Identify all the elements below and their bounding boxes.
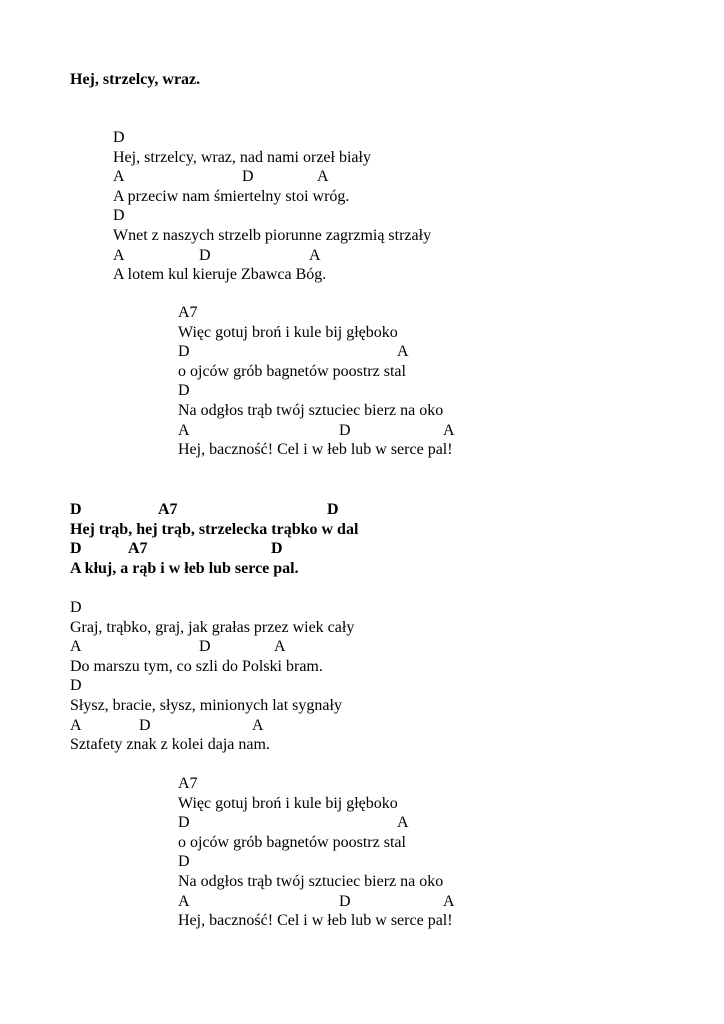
lyric-line: A przeciw nam śmiertelny stoi wróg. <box>113 187 350 205</box>
lyric-line: A lotem kul kieruje Zbawca Bóg. <box>113 266 327 284</box>
chord: A <box>178 892 190 910</box>
lyric-line: A kłuj, a rąb i w łeb lub serce pal. <box>70 559 299 577</box>
chord: D <box>178 814 190 832</box>
chord: A <box>113 168 125 186</box>
chord-line <box>70 598 354 618</box>
chord: D <box>327 501 339 518</box>
chord: A <box>178 421 190 439</box>
verse-2 <box>70 598 354 755</box>
chord-line <box>178 303 453 323</box>
lyric-line: Graj, trąbko, graj, jak grałas przez wiek cały <box>70 618 355 636</box>
lyric-line: Więc gotuj broń i kule bij głęboko <box>178 794 398 812</box>
lyric-line: Sztafety znak z kolei daja nam. <box>70 736 270 754</box>
chord: A <box>309 246 321 264</box>
chord-line <box>113 128 431 148</box>
chord: A <box>397 814 409 832</box>
chord: D <box>242 168 254 186</box>
chord-line <box>178 421 453 441</box>
lyric-line: Hej, strzelcy, wraz, nad nami orzeł biały <box>113 148 371 166</box>
chord: D <box>113 207 125 225</box>
chord-line <box>70 716 354 736</box>
chord: D <box>199 246 211 264</box>
chord: A <box>443 892 455 910</box>
chord: D <box>339 892 351 910</box>
chord-line <box>113 206 431 226</box>
chord-line <box>178 892 453 912</box>
chord: D <box>178 853 190 871</box>
lyric-line: Do marszu tym, co szli do Polski bram. <box>70 657 323 675</box>
lyric-line: o ojców grób bagnetów poostrz stal <box>178 362 406 380</box>
chord-line <box>70 676 354 696</box>
chord: D <box>70 501 82 518</box>
refrain-2 <box>178 774 453 931</box>
chord: A <box>317 168 329 186</box>
chord: A7 <box>128 540 148 558</box>
chord: A <box>70 716 82 734</box>
lyric-line: Słysz, bracie, słysz, minionych lat sygnały <box>70 696 342 714</box>
chord: D <box>113 129 125 146</box>
chord: A7 <box>178 304 198 321</box>
lyric-line: Więc gotuj broń i kule bij głęboko <box>178 323 398 341</box>
chord: D <box>139 716 151 734</box>
chord-line <box>70 637 354 657</box>
chord: D <box>70 677 82 695</box>
song-title: Hej, strzelcy, wraz. <box>70 71 201 88</box>
chord: D <box>178 382 190 400</box>
chord: A <box>113 246 125 264</box>
chord: D <box>70 599 82 616</box>
chord: A <box>274 638 286 656</box>
chord: D <box>271 540 283 558</box>
chord: A <box>397 343 409 361</box>
chord-line <box>178 774 453 794</box>
lyric-line: Na odgłos trąb twój sztuciec bierz na oko <box>178 401 444 419</box>
chord: D <box>178 343 190 361</box>
chord: A <box>443 421 455 439</box>
refrain-1 <box>178 303 453 460</box>
chord-line <box>178 852 453 872</box>
lyric-line: Na odgłos trąb twój sztuciec bierz na oko <box>178 872 444 890</box>
chord: A <box>70 638 82 656</box>
lyric-line: Hej trąb, hej trąb, strzelecka trąbko w dal <box>70 520 359 538</box>
chord: A7 <box>178 775 198 792</box>
lyric-line: Hej, baczność! Cel i w łeb lub w serce pal! <box>178 912 453 930</box>
chorus <box>70 500 358 578</box>
lyric-line: Hej, baczność! Cel i w łeb lub w serce pal! <box>178 441 453 459</box>
chord: D <box>339 421 351 439</box>
chord: A7 <box>158 501 178 518</box>
chord-line <box>178 342 453 362</box>
verse-1 <box>113 128 431 285</box>
chord: A <box>252 716 264 734</box>
chord-line <box>178 813 453 833</box>
chord-line <box>113 246 431 266</box>
chord-line <box>178 381 453 401</box>
chord-line <box>113 167 431 187</box>
chord: D <box>70 540 82 558</box>
chord-line <box>70 539 358 559</box>
chord: D <box>199 638 211 656</box>
lyric-line: o ojców grób bagnetów poostrz stal <box>178 833 406 851</box>
lyric-line: Wnet z naszych strzelb piorunne zagrzmią strzały <box>113 226 432 244</box>
chord-line <box>70 500 358 520</box>
